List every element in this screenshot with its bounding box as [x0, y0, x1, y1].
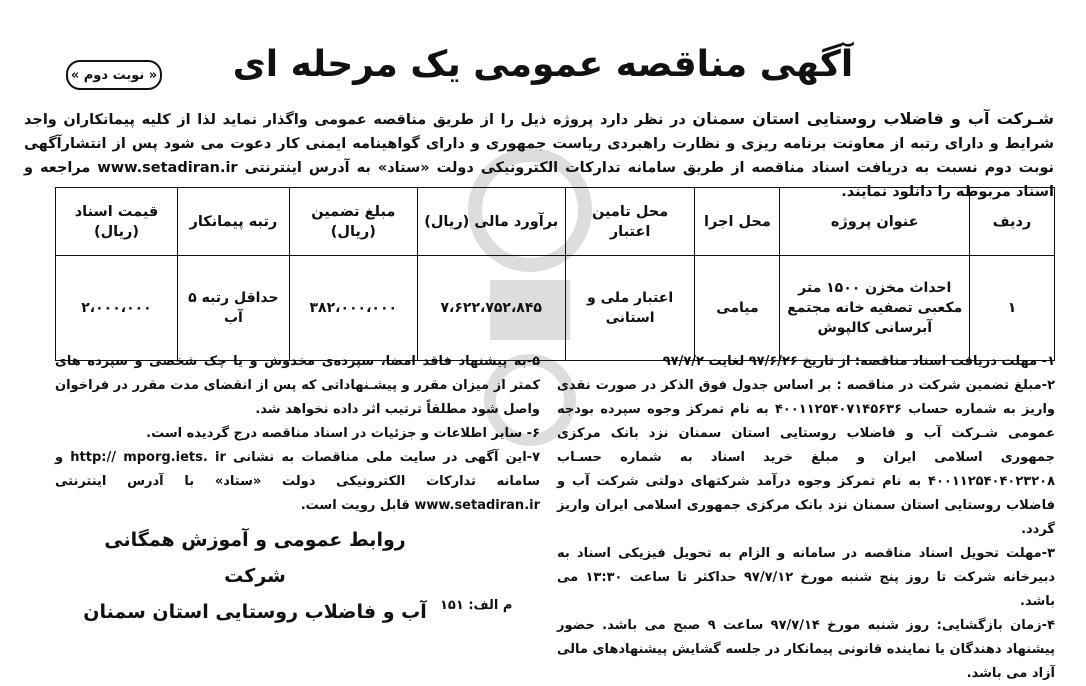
- company-name: شـرکت آب و فاضلاب روستایی استان سمنان: [692, 109, 1054, 128]
- signature-line: آب و فاضلاب روستایی استان سمنان: [83, 601, 427, 623]
- header-cell: مبلغ تضمین (ریال): [289, 188, 417, 256]
- table-cell: ۳۸۲،۰۰۰،۰۰۰: [289, 256, 417, 361]
- signature-block: [80, 522, 430, 630]
- header-cell: رتبه پیمانکار: [177, 188, 289, 256]
- header-cell: ردیف: [970, 188, 1055, 256]
- tender-table: [55, 187, 1055, 361]
- table-cell: اعتبار ملی و استانی: [565, 256, 695, 361]
- condition-item: ۳-مهلت تحویل اسناد مناقصه در سامانه و الزام به تحویل فیزیکی اسناد به دبیرخانه شرکت تا روز پنج شنبه مورخ ۹۷/۷/۱۲ حداکثر تا ساعت ۱۳:۳۰ می باشد.: [557, 546, 1055, 609]
- conditions-right-column: [557, 350, 1055, 686]
- condition-item: ۷-این آگهی در سایت ملی مناقصات به نشانی http:// mporg.iets. ir و سامانه تدارکات الکترونیکی دولت «ستاد» با آدرس اینترنتی www.setadiran.ir قابل رویت است.: [55, 450, 540, 513]
- signature-line: روابط عمومی و آموزش همگانی شرکت: [104, 529, 406, 587]
- table-cell: میامی: [695, 256, 780, 361]
- condition-item: ۶- سایر اطلاعات و جزئیات در اسناد مناقصه درج گردیده است.: [146, 426, 540, 441]
- header-cell: قیمت اسناد (ریال): [56, 188, 178, 256]
- header-cell: عنوان پروژه: [780, 188, 970, 256]
- table-row: [56, 256, 1055, 361]
- table-cell: حداقل رتبه ۵ آب: [177, 256, 289, 361]
- table-cell: ۱: [970, 256, 1055, 361]
- condition-item: ۲-مبلغ تضمین شرکت در مناقصه : بر اساس جدول فوق الذکر در صورت نقدی واریز به شماره حساب ۴۰۰۱۱۲۵۴۰۷۱۴۵۶۳۶ به نام تمرکز وجوه سپرده بودجه عمومی شـرکت آب و فاضلاب روستایی استان سمنان نزد بانک مرکزی جمهوری اسلامی ایران و مبلغ خرید اسناد به شماره حسـاب ۴۰۰۱۱۲۵۴۰۴۰۲۳۲۰۸ به نام تمرکز وجوه درآمد شرکتهای دولتی شرکت آب و فاضلاب روستایی استان سمنان نزد بانک مرکزی جمهوری اسلامی ایران واریز گردد.: [557, 378, 1055, 537]
- header-cell: محل تامین اعتبار: [565, 188, 695, 256]
- header-cell: محل اجرا: [695, 188, 780, 256]
- condition-item: ۴-زمان بازگشایی: روز شنبه مورخ ۹۷/۷/۱۴ ساعت ۹ صبح می باشد. حضور پیشنهاد دهندگان یا نماینده قانونی پیمانکار در جلسه گشایش پیشنهادهای مالی آزاد می باشد.: [557, 618, 1055, 681]
- page-title: آگهی مناقصه عمومی یک مرحله ای: [232, 44, 854, 85]
- header-cell: برآورد مالی (ریال): [417, 188, 565, 256]
- table-cell: ۷،۶۲۲،۷۵۲،۸۴۵: [417, 256, 565, 361]
- intro-text: در نظر دارد پروژه ذیل را از طریق مناقصه عمومی واگذار نماید لذا از کلیه پیمانکاران واجد شرایط و دارای رتبه از معاونت برنامه ریزی و نظارت راهبردی ریاست جمهوری و دارای گواهینامه ایمنی کار دعوت می شود پس از انتشارآگهی نوبت دوم نسبت به دریافت اسناد مناقصه از طریق سامانه تدارکات الکترونیکی دولت «ستاد» به آدرس اینترنتی www.setadiran.ir مراجعه و اسناد مربوطه را دانلود نمایند.: [24, 112, 1054, 200]
- round-badge: « نوبت دوم »: [66, 60, 162, 90]
- reference-number: م الف: ۱۵۱: [440, 598, 513, 613]
- table-cell: احداث مخزن ۱۵۰۰ متر مکعبی تصفیه خانه مجتمع آبرسانی کالپوش: [780, 256, 970, 361]
- table-header-row: [56, 188, 1055, 256]
- table-cell: ۲،۰۰۰،۰۰۰: [56, 256, 178, 361]
- conditions-left-column: [55, 350, 540, 518]
- condition-item: ۱- مهلت دریافت اسناد مناقصه: از تاریخ ۹۷/۶/۲۶ لغایت ۹۷/۷/۲: [662, 354, 1055, 369]
- condition-item: ۵-به پیشنهاد فاقد امضا، سپرده‌ی مخدوش و یا چک شخصی و سپرده های کمتر از میزان مقرر و پیشـنهاداتی که پس از انقضای مدت مقرر در فراخوان واصل شود مطلقاً ترتیب اثر داده نخواهد شد.: [55, 354, 540, 417]
